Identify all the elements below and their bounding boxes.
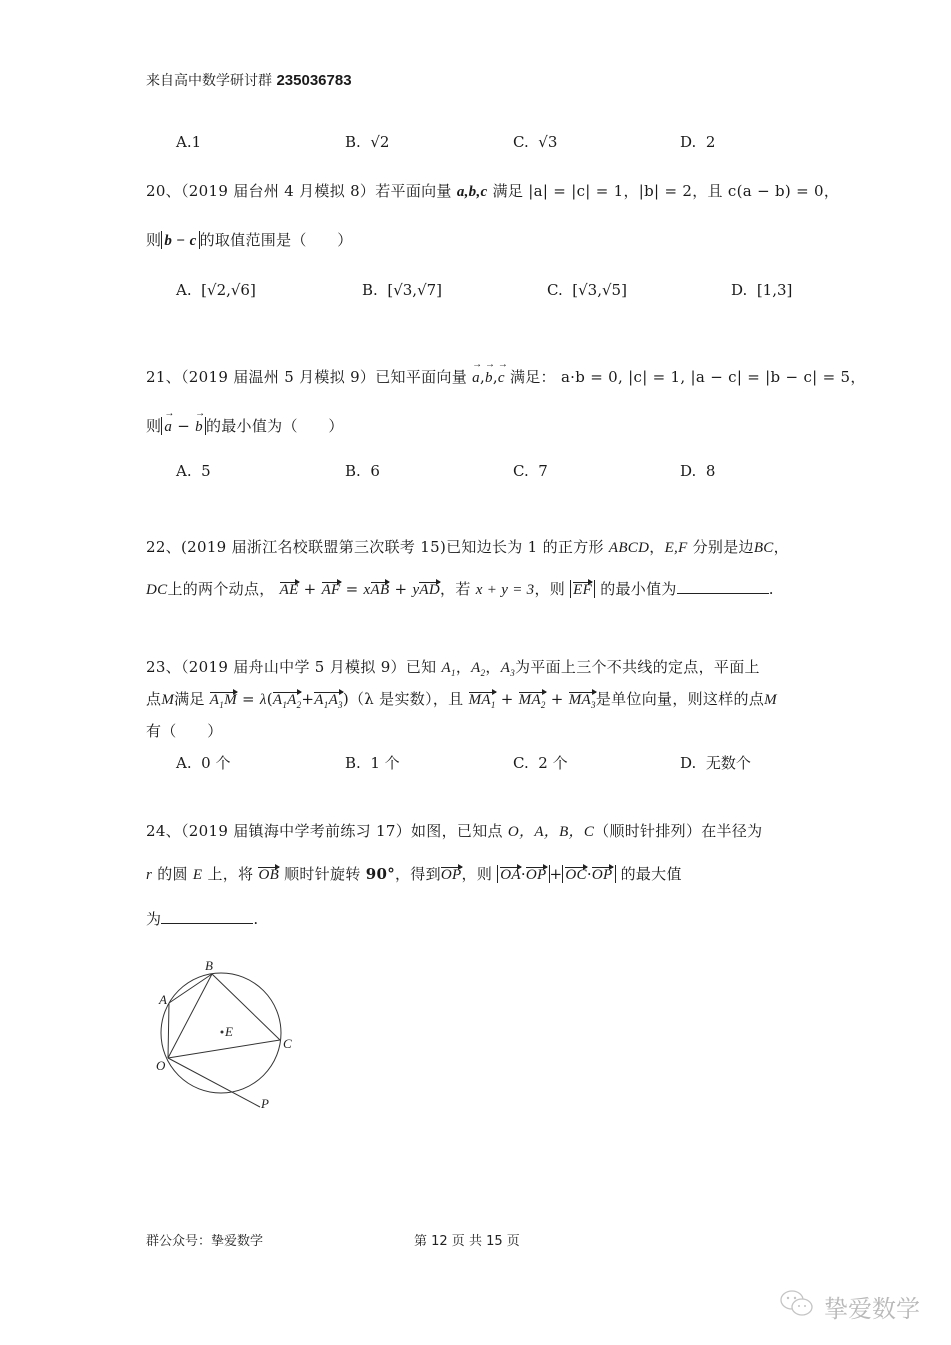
q21-condition: a·b = 0, |c| = 1, |a − c| = |b − c| = 5， (560, 368, 866, 386)
q21-option-b: B. 6 (345, 462, 380, 480)
q22-answer-blank (677, 592, 769, 594)
svg-text:A: A (159, 992, 167, 1007)
q20-option-c: C. [√3,√5] (547, 281, 627, 299)
q20-condition: |a| = |c| = 1，|b| = 2，且 c(a − b) = 0， (528, 182, 840, 200)
q23-option-b: B. 1 个 (345, 754, 400, 772)
group-number: 235036783 (276, 72, 352, 89)
q24-circle-figure (145, 950, 315, 1120)
q24-line-2: r 的圆 E 上，将 OB 顺时针旋转 90°，得到OP，则 OA·OP + OC·OP 的最大值 (146, 865, 682, 883)
q23-option-d: D. 无数个 (680, 754, 751, 772)
footer-left: 群公众号：挚爱数学 (146, 1234, 264, 1249)
q23-line-2: 点M满足 $A_1M = \lambda(A_1A_2+A_1A_3)(\lambda$ 是实数），且 $MA_1 + MA_2 + MA_3$是单位向量，则这样的点M (146, 690, 777, 710)
q20-option-d: D. [1,3] (731, 281, 793, 299)
q23-option-c: C. 2 个 (513, 754, 568, 772)
svg-text:B: B (205, 958, 213, 973)
q20-option-a: A. [√2,√6] (176, 281, 256, 299)
q24-answer-blank (161, 922, 253, 924)
q24-line-1: 24、（2019 届镇海中学考前练习 17）如图，已知点 O，A，B，C（顺时针排列）在半径为 (146, 822, 763, 840)
q19-option-a: A.1 (176, 133, 202, 151)
q21-line-2: 则 → a − → b 的最小值为（ ） (146, 415, 344, 436)
q20-line-1: 20、（2019 届台州 4 月模拟 8）若平面向量 a,b,c 满足 |a| = |c| = 1，|b| = 2，且 c(a − b) = 0， (146, 182, 840, 200)
q21-option-c: C. 7 (513, 462, 548, 480)
page-number: 第 12 页 共 15 页 (414, 1234, 520, 1249)
wechat-icon (778, 1288, 818, 1320)
q19-option-b: B. √2 (345, 133, 390, 151)
q23-line-1: 23、（2019 届舟山中学 5 月模拟 9）已知 $A_1$，$A_2$，$A_3$为平面上三个不共线的定点，平面上 (146, 658, 760, 678)
q23-option-a: A. 0 个 (176, 754, 231, 772)
svg-text:P: P (261, 1096, 269, 1111)
q23-line-3: 有（ ） (146, 722, 223, 740)
q20-option-b: B. [√3,√7] (362, 281, 443, 299)
svg-text:O: O (156, 1058, 166, 1073)
page-header (146, 70, 352, 90)
q21-line-1: 21、（2019 届温州 5 月模拟 9）已知平面向量 → a,→ b,→ c 满足： a·b = 0, |c| = 1, |a − c| = |b − c| = 5， (146, 366, 866, 387)
header-prefix: 来自高中数学研讨群 (146, 73, 272, 89)
q22-line-2: DC上的两个动点， AE + AF = xAB + yAD，若 x + y = 3，则 EF 的最小值为 . (146, 580, 774, 598)
q21-option-a: A. 5 (176, 462, 211, 480)
q19-option-c: C. √3 (513, 133, 558, 151)
q19-option-d: D. 2 (680, 133, 716, 151)
q24-line-3: 为 . (146, 910, 259, 928)
q21-option-d: D. 8 (680, 462, 716, 480)
svg-text:C: C (283, 1036, 292, 1051)
svg-text:E: E (225, 1024, 233, 1039)
watermark-text: 挚爱数学 (824, 1295, 920, 1323)
q22-line-1: 22、(2019 届浙江名校联盟第三次联考 15)已知边长为 1 的正方形 ABCD，E,F 分别是边BC， (146, 538, 789, 556)
q20-line-2: 则 b − c 的取值范围是（ ） (146, 231, 353, 249)
